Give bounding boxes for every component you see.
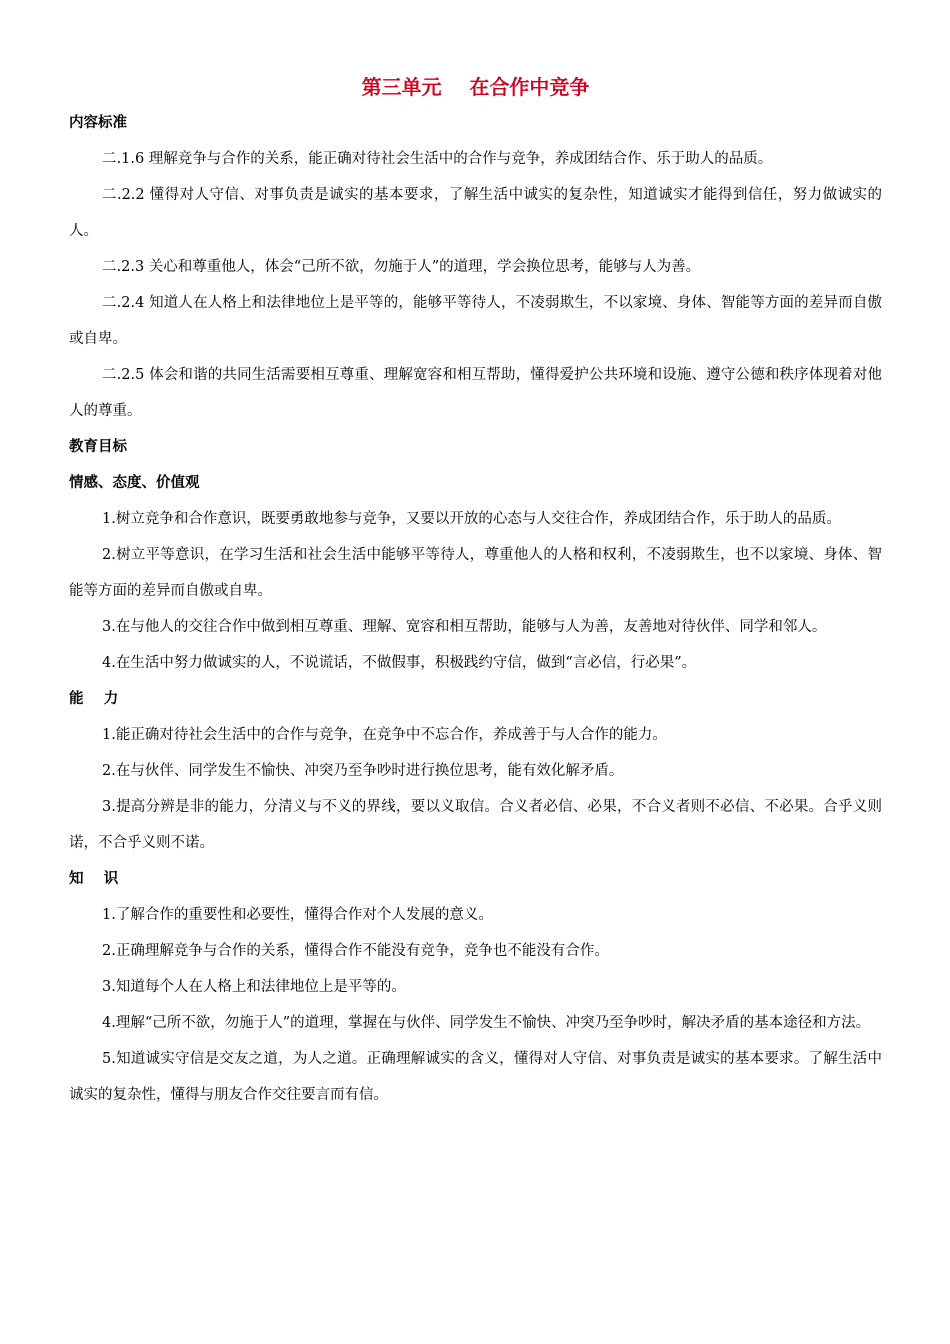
knowledge-heading: 知 识 xyxy=(69,871,119,887)
document-page xyxy=(69,72,882,1113)
knowledge-item: 5.知道诚实守信是交友之道，为人之道。正确理解诚实的含义，懂得对人守信、对事负责是诚实的基本要求。了解生活中诚实的复杂性，懂得与朋友合作交往要言而有信。 xyxy=(69,1051,882,1103)
standard-item: 二.2.2 懂得对人守信、对事负责是诚实的基本要求，了解生活中诚实的复杂性，知道诚实才能得到信任，努力做诚实的人。 xyxy=(69,187,882,239)
content-standard-heading: 内容标准 xyxy=(69,115,127,131)
emotion-item: 4.在生活中努力做诚实的人，不说谎话，不做假事，积极践约守信，做到“言必信，行必果”。 xyxy=(102,655,697,671)
ability-item: 3.提高分辨是非的能力，分清义与不义的界线，要以义取信。合义者必信、必果，不合义者则不必信、不必果。合乎义则诺，不合乎义则不诺。 xyxy=(69,799,882,851)
standard-item: 二.2.3 关心和尊重他人，体会“己所不欲，勿施于人”的道理，学会换位思考，能够与人为善。 xyxy=(102,259,701,275)
knowledge-item: 1.了解合作的重要性和必要性，懂得合作对个人发展的意义。 xyxy=(102,907,493,923)
knowledge-item: 2.正确理解竞争与合作的关系，懂得合作不能没有竞争，竞争也不能没有合作。 xyxy=(102,943,609,959)
standard-item: 二.2.4 知道人在人格上和法律地位上是平等的，能够平等待人，不凌弱欺生，不以家境、身体、智能等方面的差异而自傲或自卑。 xyxy=(69,295,882,347)
knowledge-item: 4.理解“己所不欲，勿施于人”的道理，掌握在与伙伴、同学发生不愉快、冲突乃至争吵时，解决矛盾的基本途径和方法。 xyxy=(102,1015,871,1031)
ability-item: 1.能正确对待社会生活中的合作与竞争，在竞争中不忘合作，养成善于与人合作的能力。 xyxy=(102,727,667,743)
ability-item: 2.在与伙伴、同学发生不愉快、冲突乃至争吵时进行换位思考，能有效化解矛盾。 xyxy=(102,763,624,779)
education-goals-heading: 教育目标 xyxy=(69,439,127,455)
emotion-item: 3.在与他人的交往合作中做到相互尊重、理解、宽容和相互帮助，能够与人为善，友善地对待伙伴、同学和邻人。 xyxy=(102,619,827,635)
unit-title: 第三单元 在合作中竞争 xyxy=(361,75,590,99)
emotion-heading: 情感、态度、价值观 xyxy=(69,475,200,491)
emotion-item: 1.树立竞争和合作意识，既要勇敢地参与竞争，又要以开放的心态与人交往合作，养成团结合作，乐于助人的品质。 xyxy=(102,511,841,527)
standard-item: 二.2.5 体会和谐的共同生活需要相互尊重、理解宽容和相互帮助，懂得爱护公共环境和设施、遵守公德和秩序体现着对他人的尊重。 xyxy=(69,367,882,419)
ability-heading: 能 力 xyxy=(69,691,119,707)
emotion-item: 2.树立平等意识，在学习生活和社会生活中能够平等待人，尊重他人的人格和权利，不凌弱欺生，也不以家境、身体、智能等方面的差异而自傲或自卑。 xyxy=(69,547,882,599)
knowledge-item: 3.知道每个人在人格上和法律地位上是平等的。 xyxy=(102,979,406,995)
standard-item: 二.1.6 理解竞争与合作的关系，能正确对待社会生活中的合作与竞争，养成团结合作、乐于助人的品质。 xyxy=(102,151,773,167)
